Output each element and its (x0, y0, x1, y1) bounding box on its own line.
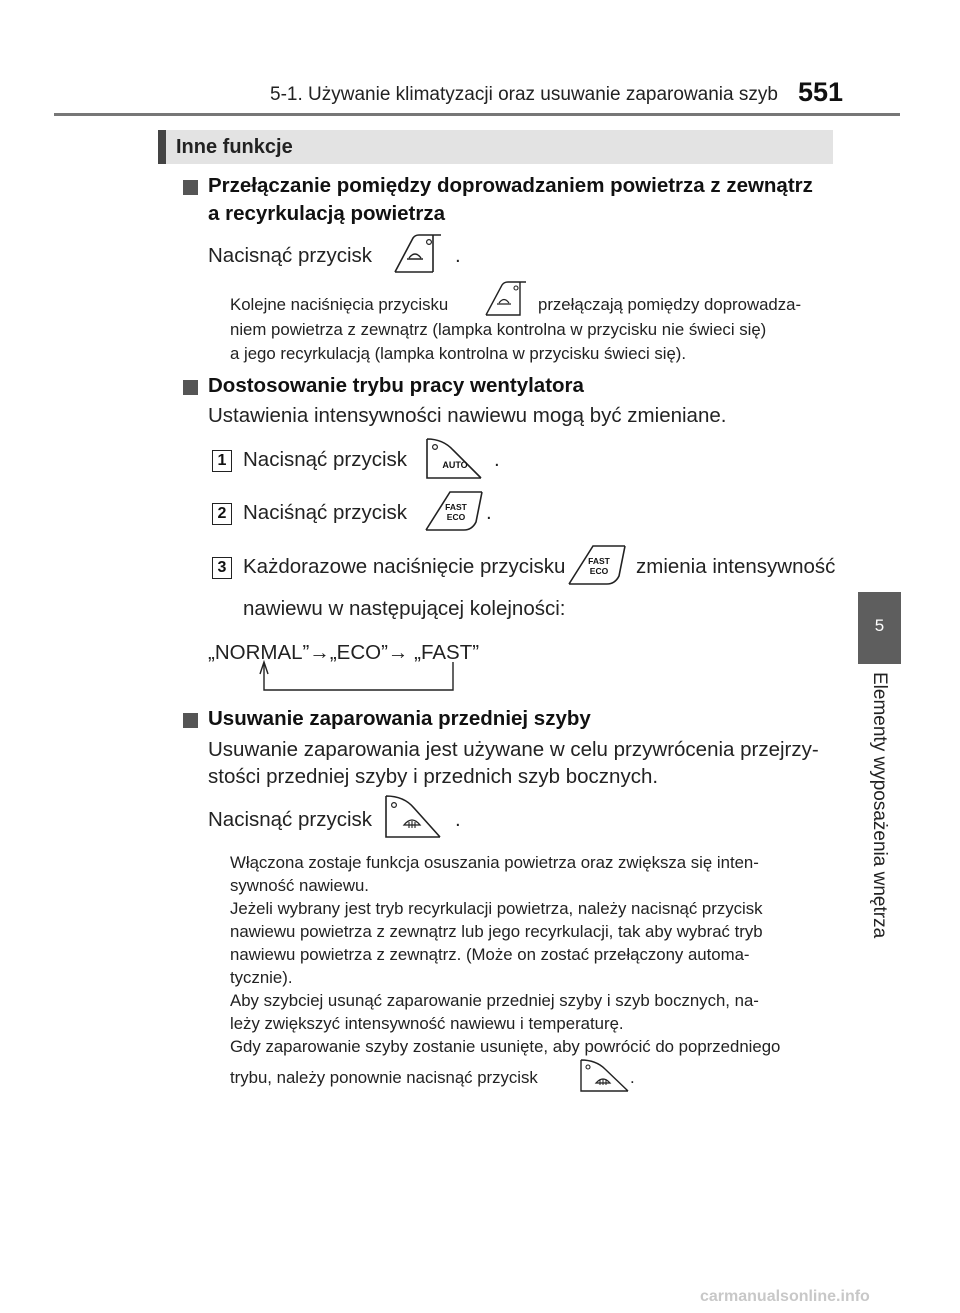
step-3-text: Każdorazowe naciśnięcie przycisku (243, 555, 566, 578)
defog-body-2: stości przedniej szyby i przednich szyb bocznych. (208, 765, 659, 788)
step-1-end: . (494, 448, 500, 471)
auto-label: AUTO (442, 460, 468, 470)
defog-note-line: Gdy zaparowanie szyby zostanie usunięte, aby powrócić do poprzedniego (230, 1037, 781, 1056)
defog-last-line: trybu, należy ponownie nacisnąć przycisk (230, 1068, 538, 1087)
eco-label: ECO (446, 512, 466, 522)
defog-instruction: Nacisnąć przycisk (208, 808, 373, 831)
defog-note-line: Jeżeli wybrany jest tryb recyrkulacji powietrza, należy nacisnąć przycisk (230, 899, 763, 918)
defog-note-line: sywność nawiewu. (230, 876, 369, 895)
defog-note-line: Włączona zostaje funkcja osuszania powietrza oraz zwiększa się inten- (230, 853, 759, 872)
defog-period: . (455, 808, 461, 831)
defog-heading: Usuwanie zaparowania przedniej szyby (208, 707, 591, 730)
fast-eco-button-icon (563, 542, 629, 588)
recirc-note-1b: przełączają pomiędzy doprowadza- (538, 295, 802, 314)
defog-note-line: tycznie). (230, 968, 293, 987)
recirculation-button-icon (385, 232, 449, 276)
front-defroster-button-icon (382, 793, 448, 841)
recirc-note-3: a jego recyrkulacją (lampka kontrolna w przycisku świeci się). (230, 344, 687, 363)
running-header: 5-1. Używanie klimatyzacji oraz usuwanie zaparowania szyb (270, 84, 778, 105)
recirc-period: . (455, 244, 461, 267)
fast-label: FAST (588, 556, 610, 566)
page-number: 551 (798, 77, 844, 107)
fast-eco-button-icon (420, 488, 486, 534)
section-header (158, 130, 833, 164)
recirc-note-1a: Kolejne naciśnięcia przycisku (230, 295, 449, 314)
step-3-end: zmienia intensywność (636, 555, 836, 578)
step-1-text: Nacisnąć przycisk (243, 448, 408, 471)
step-number-3: 3 (212, 557, 232, 579)
front-defroster-button-icon-small (578, 1058, 634, 1094)
sequence-return-arrow (255, 660, 465, 694)
recirc-heading-2: a recyrkulacją powietrza (208, 202, 446, 225)
chapter-tab (858, 592, 901, 664)
recirc-instruction: Nacisnąć przycisk (208, 244, 373, 267)
eco-label: ECO (589, 566, 609, 576)
recirculation-button-icon-small (478, 280, 534, 318)
fan-intro: Ustawienia intensywności nawiewu mogą być zmieniane. (208, 404, 727, 427)
recirc-heading-1: Przełączanie pomiędzy doprowadzaniem powietrza z zewnątrz (208, 174, 813, 197)
bullet-square (183, 180, 198, 195)
step-2-text: Naciśnąć przycisk (243, 501, 408, 524)
watermark: carmanualsonline.info (700, 1288, 870, 1305)
fan-heading: Dostosowanie trybu pracy wentylatora (208, 374, 584, 397)
auto-button-icon (423, 436, 489, 482)
defog-note-line: nawiewu powietrza z zewnątrz. (Może on zostać przełączony automa- (230, 945, 750, 964)
step-number-1: 1 (212, 450, 232, 472)
chapter-number: 5 (874, 616, 885, 635)
step-3-continued: nawiewu w następującej kolejności: (243, 597, 566, 620)
defog-last-end: . (630, 1068, 635, 1087)
section-accent (158, 130, 166, 164)
defog-note-line: nawiewu powietrza z zewnątrz lub jego recyrkulacji, tak aby wybrać tryb (230, 922, 763, 941)
bullet-square (183, 380, 198, 395)
recirc-note-2: niem powietrza z zewnątrz (lampka kontrolna w przycisku nie świeci się) (230, 320, 767, 339)
step-2-end: . (486, 501, 492, 524)
defog-note-line: Aby szybciej usunąć zaparowanie przedniej szyby i szyb bocznych, na- (230, 991, 759, 1010)
fan-sequence: „NORMAL”→„ECO”→ „FAST” (208, 641, 480, 664)
fast-label: FAST (445, 502, 467, 512)
defog-note-line: leży zwiększyć intensywność nawiewu i temperaturę. (230, 1014, 624, 1033)
bullet-square (183, 713, 198, 728)
header-rule (54, 113, 900, 116)
defog-body-1: Usuwanie zaparowania jest używane w celu przywrócenia przejrzy- (208, 738, 819, 761)
step-number-2: 2 (212, 503, 232, 525)
section-title: Inne funkcje (176, 136, 293, 158)
chapter-label: Elementy wyposażenia wnętrza (869, 672, 890, 939)
